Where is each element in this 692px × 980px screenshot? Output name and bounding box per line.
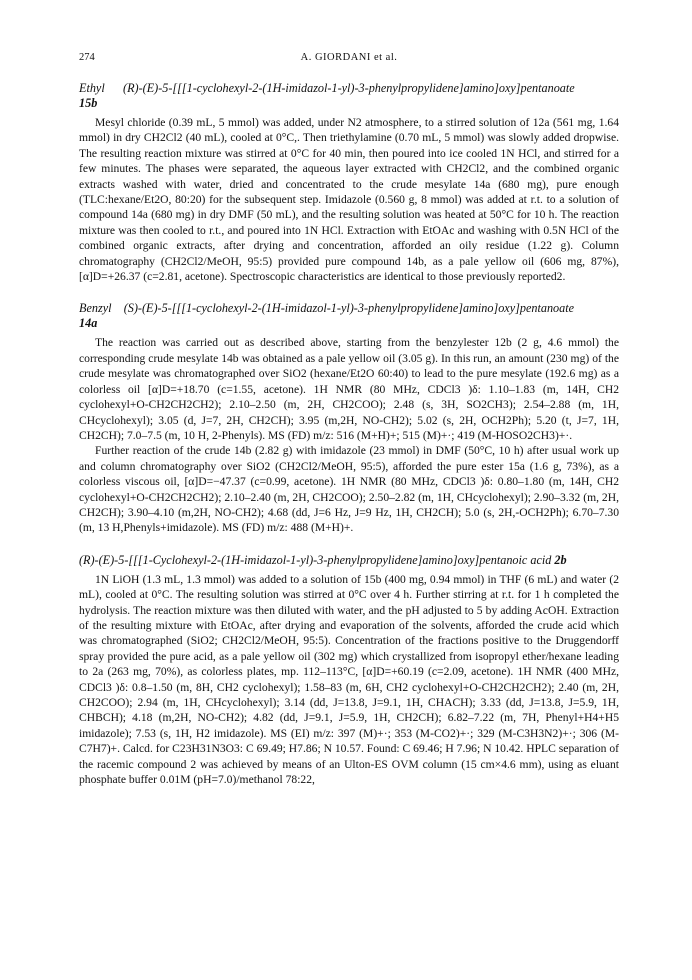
paper-page <box>79 52 619 787</box>
page-number: 274 <box>79 52 95 63</box>
section-heading <box>79 553 619 568</box>
compound-prefix: Benzyl <box>79 301 112 316</box>
paragraph: Mesyl chloride (0.39 mL, 5 mmol) was added, under N2 atmosphere, to a stirred solution of 12a (561 mg, 1.64 mmol) in dry CH2Cl2 (40 mL), cooled at 0°C,. Then triethylamine (0.70 mL, 5 mmol) was slowly added dropwise. The resulting reaction mixture was stirred at 0°C for 40 min, then poured into ice cooled 1N HCl, and stirred for a few minutes. The phases were separated, the aqueous layer extracted with CH2Cl2, and the combined organic extracts washed with water, dried and concentrated to the crude mesylate 14a (680 mg), pure enough (TLC:hexane/Et2O, 80:20) for the subsequent step. Imidazole (0.560 g, 8 mmol) was added at r.t. to a solution of compound 14a (680 mg) in dry DMF (50 mL), and the resulting solution was heated at 50°C for 10 h. The reaction mixture was then cooled to r.t., and poured into 1N HCl. Extraction with EtOAc and washing with 0.5N HCl of the combined organic extracts, after drying and concentration, afforded an oily residue (1.22 g). Column chromatography (CH2Cl2/MeOH, 95:5) provided pure compound 14b, as a pale yellow oil (606 mg, 87%), [α]D=+26.37 (c=2.81, acetone). Spectroscopic characteristics are identical to those previously reported2. <box>79 116 619 284</box>
compound-name: (R)-(E)-5-[[[1-Cyclohexyl-2-(1H-imidazol-1-yl)-3-phenylpropylidene]amino]oxy]pentanoic acid <box>79 552 552 567</box>
compound-prefix: Ethyl <box>79 81 105 95</box>
running-head: A. GIORDANI et al. <box>300 52 398 63</box>
compound-id: 2b <box>554 552 567 567</box>
compound-name: (R)-(E)-5-[[[1-cyclohexyl-2-(1H-imidazol-1-yl)-3-phenylpropylidene]amino]oxy]pentanoate <box>123 81 575 95</box>
paragraph: The reaction was carried out as described above, starting from the benzylester 12b (2 g, 4.6 mmol) the corresponding crude mesylate 14b was obtained as a pale yellow oil (3.05 g). In this run, an amount (230 mg) of the crude mesylate was chromatographed over SiO2 (hexane/Et2O 60:40) to lead to the pure mesylate (192.6 mg) as a colorless oil [α]D=+18.70 (c=1.55, acetone). 1H NMR (80 MHz, CDCl3 )δ: 1.10–1.83 (m, 14H, CH2 cyclohexyl+O-CH2CH2CH2); 2.10–2.50 (m, 2H, CH2COO); 2.48 (s, 3H, SO2CH3); 2.54–2.88 (m, 1H, CHcyclohexyl); 3.05 (d, J=7, 2H, CH2CH); 3.95 (m,2H, NO-CH2); 5.02 (s, 2H, OCH2Ph); 5.20 (t, J=7, 1H, CH2CH); 7.0–7.5 (m, 10 H, 2-Phenyls). MS (FD) m/z: 516 (M+H)+; 515 (M)+·; 419 (M-HOSO2CH3)+·. <box>79 336 619 442</box>
compound-name: (S)-(E)-5-[[[1-cyclohexyl-2-(1H-imidazol-1-yl)-3-phenylpropylidene]amino]oxy]pentanoate <box>123 301 575 316</box>
paragraph: Further reaction of the crude 14b (2.82 g) with imidazole (23 mmol) in DMF (50°C, 10 h) after usual work up and column chromatography over SiO2 (CH2Cl2/MeOH, 95:5), afforded the pure ester 15a (1.6 g, 73%), as a colorless viscous oil, [α]D=−47.37 (c=0.99, acetone). 1H NMR (80 MHz, CDCl3 )δ: 0.80–1.80 (m, 14H, CH2 cyclohexyl+O-CH2CH2CH2); 2.10–2.40 (m, 2H, CH2COO); 2.50–2.82 (m, 1H, CHcyclohexyl); 2.90–3.32 (m, 2H, CH2CH); 3.90–4.10 (m,2H, NO-CH2); 4.68 (dd, J=6 Hz, J=9 Hz, 1H, CH2CH); 5.0 (s, 2H,-OCH2Ph); 6.70–7.30 (m, 13 H,Phenyls+imidazole). MS (FD) m/z: 488 (M+H)+. <box>79 444 619 535</box>
paragraph: 1N LiOH (1.3 mL, 1.3 mmol) was added to a solution of 15b (400 mg, 0.94 mmol) in THF (6 mL) and water (2 mL), cooled at 0°C. The resulting solution was stirred at 0°C over 4 h. Further stirring at r.t. for 1 h completed the hydrolysis. The reaction mixture was then diluted with water, and the pH adjusted to 5 by adding AcOH. Extraction of the resulting mixture with EtOAc, after drying and evaporation of the solvents, afforded the crude acid which was chromatographed (SiO2; CH2Cl2/MeOH, 95:5). Concentration of the fractions positive to the Druggendorff spray provided the pure acid, as a pale yellow oil (302 mg) which crystallized from isopropyl ether/hexane leading to 2a (263 mg, 70%), as colorless plates, mp. 112–113°C, [α]D=+60.19 (c=2.09, acetone). 1H NMR (400 MHz, CDCl3 )δ: 0.8–1.50 (m, 8H, CH2 cyclohexyl); 1.58–83 (m, 6H, CH2 cyclohexyl+O-CH2CH2CH2); 2.40 (m, 2H, CH2COO); 2.94 (m, 1H, CHcyclohexyl); 3.14 (dd, J=13.8, J=9.1, 1H, CHACH); 3.33 (dd, J=13.8, J=5.9, 1H, CHBCH); 4.18 (m,2H, NO-CH2); 4.82 (dd, J=9.1, J=5.9, 1H, CH2CH); 6.82–7.22 (m, 7H, Phenyl+H4+H5 imidazole); 7.53 (s, 1H, H2 imidazole). MS (EI) m/z: 397 (M)+·; 353 (M-CO2)+·; 329 (M-C3H3N2)+·; 306 (M-C7H7)+. Calcd. for C23H31N3O3: C 69.49; H7.86; N 10.57. Found: C 69.46; H 7.96; N 10.42. HPLC separation of the racemic compound 2 was achieved by means of an Ulton-ES OVM column (15 cm×4.6 mm), using as eluant phosphate buffer 0.01M (pH=7.0)/methanol 78:22, <box>79 572 619 787</box>
page-header <box>79 52 619 70</box>
compound-id: 15b <box>79 96 98 110</box>
compound-id: 14a <box>79 316 98 331</box>
section-heading <box>79 81 619 111</box>
section-heading <box>79 301 619 331</box>
